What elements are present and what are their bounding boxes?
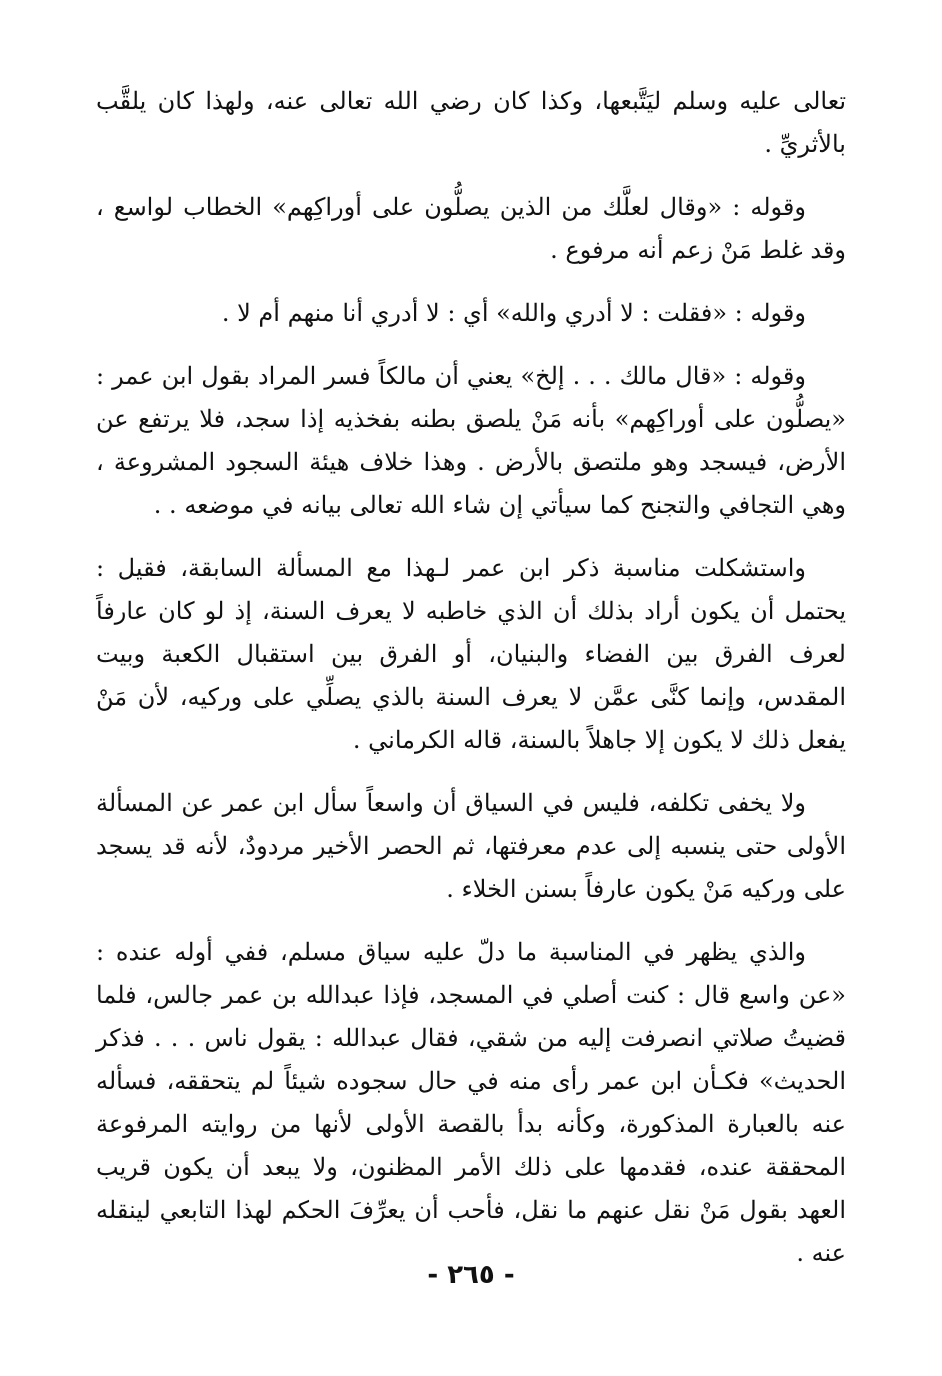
page-number: - ٢٦٥ -: [427, 1260, 515, 1290]
page-body-text: [96, 80, 846, 1295]
paragraph-1: تعالى عليه وسلم ليَتَّبعها، وكذا كان رضي الله تعالى عنه، ولهذا كان يلقَّب بالأثريِّ .: [96, 87, 846, 158]
paragraph-5: واستشكلت مناسبة ذكر ابن عمر لـهذا مع المسألة السابقة، فقيل : يحتمل أن يكون أراد بذلك أن الذي خاطبه لا يعرف السنة، إذ لو كان عارفاً لعرف الفرق بين الفضاء والبنيان، أو الفرق بين استقبال الكعبة وبيت المقدس، وإنما كنَّى عمَّن لا يعرف السنة بالذي يصلِّي على وركيه، لأن مَنْ يفعل ذلك لا يكون إلا جاهلاً بالسنة، قاله الكرماني .: [96, 554, 846, 754]
paragraph-6: ولا يخفى تكلفه، فليس في السياق أن واسعاً سأل ابن عمر عن المسألة الأولى حتى ينسبه إلى عدم معرفتها، ثم الحصر الأخير مردودٌ، لأنه قد يسجد على وركيه مَنْ يكون عارفاً بسنن الخلاء .: [96, 789, 846, 903]
paragraph-4: وقوله : «قال مالك . . . إلخ» يعني أن مالكاً فسر المراد بقول ابن عمر : «يصلُّون على أوراكِهم» بأنه مَنْ يلصق بطنه بفخذيه إذا سجد، فلا يرتفع عن الأرض، فيسجد وهو ملتصق بالأرض . وهذا خلاف هيئة السجود المشروعة ، وهي التجافي والتجنح كما سيأتي إن شاء الله تعالى بيانه في موضعه . .: [96, 362, 846, 519]
paragraph-2: وقوله : «وقال لعلَّك من الذين يصلُّون على أوراكِهم» الخطاب لواسع ، وقد غلط مَنْ زعم أنه مرفوع .: [96, 193, 846, 264]
paragraph-3: وقوله : «فقلت : لا أدري والله» أي : لا أدري أنا منهم أم لا .: [221, 299, 806, 327]
paragraph-7: والذي يظهر في المناسبة ما دلّ عليه سياق مسلم، ففي أوله عنده : «عن واسع قال : كنت أصلي في المسجد، فإذا عبدالله بن عمر جالس، فلما قضيتُ صلاتي انصرفت إليه من شقي، فقال عبدالله : يقول ناس . . . فذكر الحديث» فكـأن ابن عمر رأى منه في حال سجوده شيئاً لم يتحققه، فسأله عنه بالعبارة المذكورة، وكأنه بدأ بالقصة الأولى لأنها من روايته المرفوعة المحققة عنده، فقدمها على ذلك الأمر المظنون، ولا يبعد أن يكون قريب العهد بقول مَنْ نقل عنهم ما نقل، فأحب أن يعرِّفَ الحكم لهذا التابعي لينقله عنه .: [96, 938, 846, 1267]
